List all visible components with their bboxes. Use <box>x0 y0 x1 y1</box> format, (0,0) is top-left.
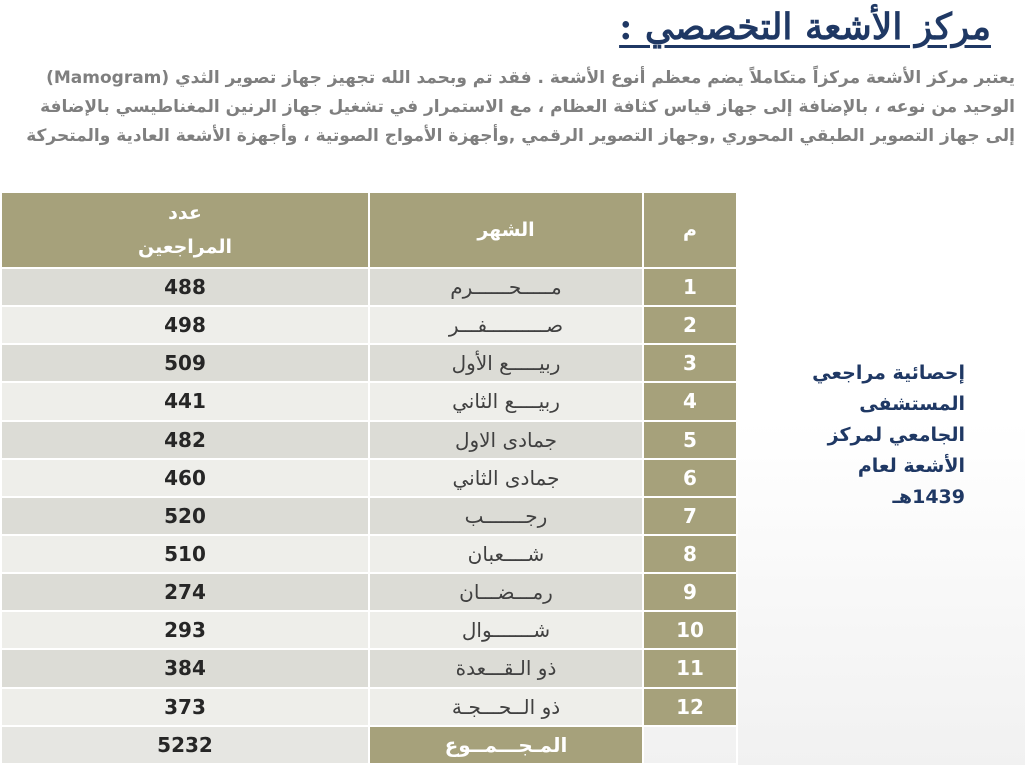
row-month: ذو الـقـــعدة <box>369 649 643 687</box>
page-title <box>619 6 991 48</box>
row-count: 482 <box>1 421 369 459</box>
row-num: 10 <box>643 611 737 649</box>
row-month: جمادى الثاني <box>369 459 643 497</box>
visitors-table <box>0 191 738 765</box>
row-count: 510 <box>1 535 369 573</box>
row-month: جمادى الاول <box>369 421 643 459</box>
row-num: 8 <box>643 535 737 573</box>
row-num: 6 <box>643 459 737 497</box>
row-num: 11 <box>643 649 737 687</box>
header-num: م <box>643 192 737 268</box>
row-month: شـــــــوال <box>369 611 643 649</box>
row-count: 460 <box>1 459 369 497</box>
row-count: 384 <box>1 649 369 687</box>
table-header-row <box>1 192 737 268</box>
row-num: 4 <box>643 382 737 420</box>
row-month: ربيــــع الثاني <box>369 382 643 420</box>
row-month: ذو الــحـــجـة <box>369 688 643 726</box>
row-month: رجـــــــب <box>369 497 643 535</box>
row-num: 1 <box>643 268 737 306</box>
table-row <box>1 497 737 535</box>
row-month: ربيـــــع الأول <box>369 344 643 382</box>
row-num: 2 <box>643 306 737 344</box>
table-row <box>1 382 737 420</box>
row-count: 274 <box>1 573 369 611</box>
row-month: شــــعبان <box>369 535 643 573</box>
row-month: رمـــضـــان <box>369 573 643 611</box>
table-row <box>1 459 737 497</box>
table-row <box>1 535 737 573</box>
row-month: صــــــــــفـــر <box>369 306 643 344</box>
header-count <box>1 192 369 268</box>
header-count-line2: المراجعين <box>138 236 232 258</box>
total-row <box>1 726 737 764</box>
table-row <box>1 649 737 687</box>
intro-paragraph: يعتبر مركز الأشعة مركزاً متكاملاً يضم معظم أنوع الأشعة . فقد تم وبحمد الله تجهيز جهاز تصوير الثدي (Mamogram) الوحيد من نوعه ، بالإضافة إلى جهاز قياس كثافة العظام ، مع الاستمرار في تشغيل جهاز الرنين المغناطيسي بالإضافة إلى جهاز التصوير الطبقي المحوري ,وجهاز التصوير الرقمي ,وأجهزة الأمواج الصوتية ، وأجهزة الأشعة العادية والمتحركة <box>26 68 1015 146</box>
row-count: 498 <box>1 306 369 344</box>
page-title-text: مركز الأشعة التخصصي : <box>619 6 991 48</box>
row-num: 5 <box>643 421 737 459</box>
row-num: 9 <box>643 573 737 611</box>
row-count: 441 <box>1 382 369 420</box>
header-count-line1: عدد <box>168 202 202 224</box>
row-count: 520 <box>1 497 369 535</box>
row-count: 488 <box>1 268 369 306</box>
table-row <box>1 688 737 726</box>
row-count: 509 <box>1 344 369 382</box>
row-count: 373 <box>1 688 369 726</box>
table-row <box>1 268 737 306</box>
row-month: مـــــحــــــرم <box>369 268 643 306</box>
total-label: المـجـــمــوع <box>369 726 643 764</box>
statistics-caption: إحصائية مراجعي المستشفى الجامعي لمركز الأشعة لعام 1439هـ <box>812 362 965 508</box>
row-num: 12 <box>643 688 737 726</box>
table-row <box>1 611 737 649</box>
row-count: 293 <box>1 611 369 649</box>
row-num: 7 <box>643 497 737 535</box>
total-blank-cell <box>643 726 737 764</box>
table-row <box>1 421 737 459</box>
row-num: 3 <box>643 344 737 382</box>
table-row <box>1 306 737 344</box>
total-value: 5232 <box>1 726 369 764</box>
table-row <box>1 344 737 382</box>
header-month: الشهر <box>369 192 643 268</box>
table-row <box>1 573 737 611</box>
